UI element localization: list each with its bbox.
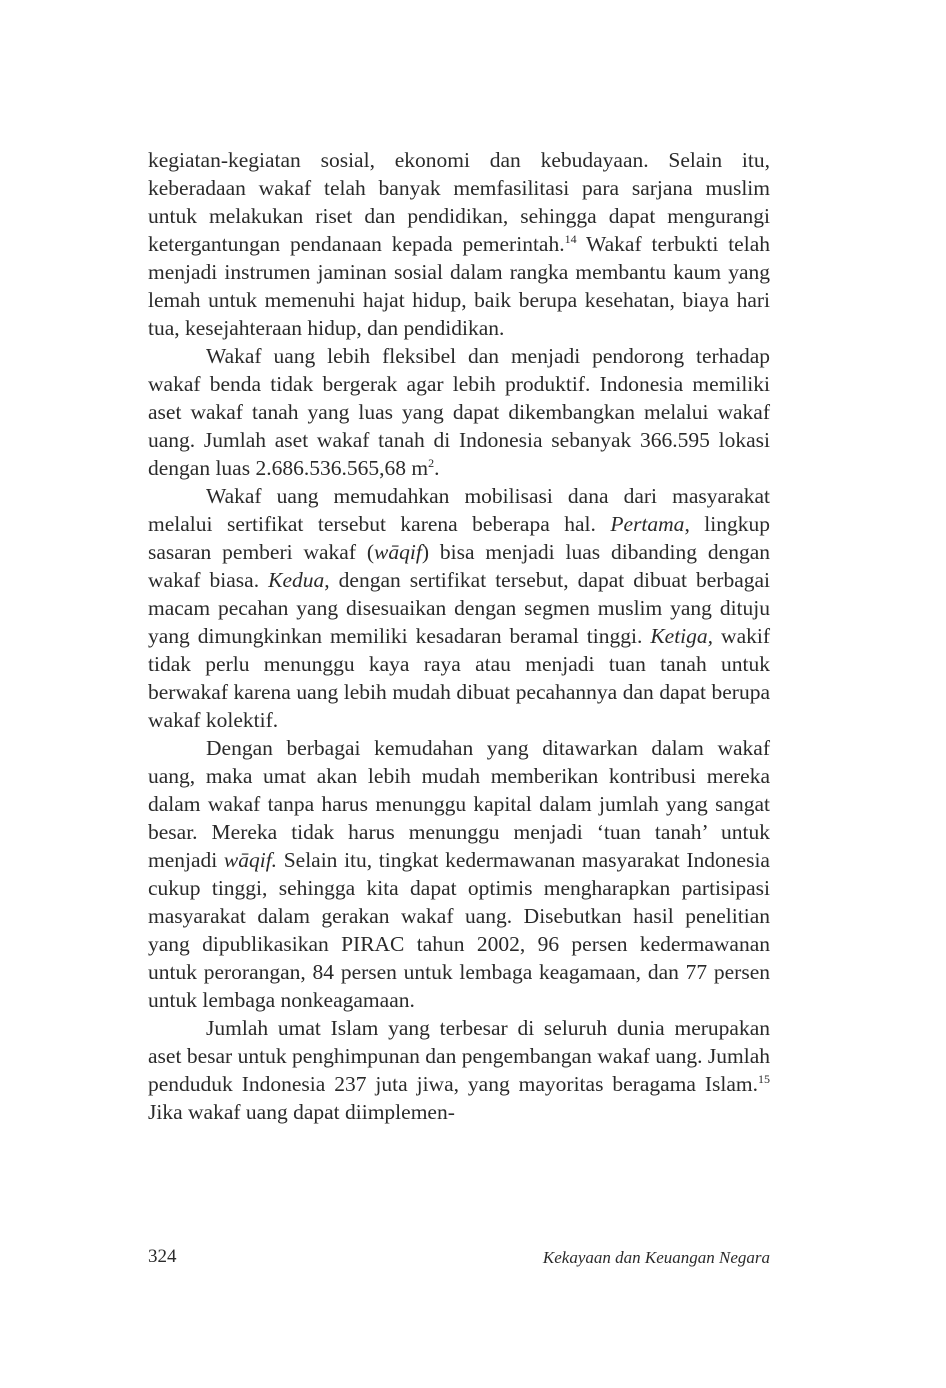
text-segment: Jumlah umat Islam yang terbesar di seluruh dunia merupakan aset besar untuk penghimpunan dan pengembangan wakaf uang. Jumlah penduduk Indonesia 237 juta jiwa, yang mayoritas beragama Islam.	[148, 1016, 770, 1096]
italic-term: Ketiga,	[650, 624, 714, 648]
text-segment: Wakaf uang lebih fleksibel dan menjadi pendorong terhadap wakaf benda tidak bergerak agar lebih produktif. Indonesia memiliki aset wakaf tanah yang luas yang dapat dikembangkan melalui wakaf uang. Jumlah aset wakaf tanah di Indonesia sebanyak 366.595 lokasi dengan luas 2.686.536.565,68 m	[148, 344, 770, 480]
text-segment: Selain itu, tingkat kedermawanan masyarakat Indonesia cukup tinggi, sehingga kita dapat optimis mengharapkan partisipasi masyarakat dalam gerakan wakaf uang. Disebutkan hasil penelitian yang dipublikasikan PIRAC tahun 2002, 96 persen kedermawanan untuk perorangan, 84 persen untuk lembaga keagamaan, dan 77 persen untuk lembaga nonkeagamaan.	[148, 848, 770, 1012]
paragraph-5	[148, 1014, 770, 1126]
italic-term: Kedua	[268, 568, 325, 592]
footnote-ref-15: 15	[758, 1071, 770, 1086]
italic-term: wāqif.	[223, 848, 278, 872]
footnote-ref-14: 14	[564, 231, 577, 246]
text-segment: .	[434, 456, 440, 480]
text-segment: Wakaf uang memudahkan mobilisasi dana dari masyarakat melalui sertifikat tersebut karena beberapa hal.	[148, 484, 770, 536]
text-segment: wakif tidak perlu menunggu kaya raya atau menjadi tuan tanah untuk berwakaf karena uang lebih mudah dibuat pecahannya dan dapat berupa wakaf kolektif.	[148, 624, 770, 732]
italic-term: wāqif	[374, 540, 422, 564]
paragraph-1	[148, 146, 770, 342]
text-segment: Wakaf terbukti telah menjadi instrumen jaminan sosial dalam rangka membantu kaum yang lemah untuk memenuhi hajat hidup, baik berupa kesehatan, biaya hari tua, kesejahteraan hidup, dan pendidikan.	[148, 232, 770, 340]
text-segment: ) bisa menjadi luas dibanding dengan wakaf biasa.	[148, 540, 770, 592]
body-text	[148, 146, 770, 1126]
running-title: Kekayaan dan Keuangan Negara	[542, 1248, 770, 1267]
text-segment: , lingkup sasaran pemberi wakaf (	[148, 512, 770, 564]
paragraph-2	[148, 342, 770, 482]
text-segment: kegiatan-kegiatan sosial, ekonomi dan kebudayaan. Selain itu, keberadaan wakaf telah banyak memfasilitasi para sarjana muslim untuk melakukan riset dan pendidikan, sehingga dapat mengurangi ketergantungan pendanaan kepada pemerintah.	[148, 148, 770, 256]
page-number: 324	[148, 1246, 177, 1267]
superscript-2: 2	[428, 455, 435, 470]
text-segment: Dengan berbagai kemudahan yang ditawarkan dalam wakaf uang, maka umat akan lebih mudah memberikan kontribusi mereka dalam wakaf tanpa harus menunggu kapital dalam jumlah yang sangat besar. Mereka tidak harus menunggu menjadi ‘tuan tanah’ untuk menjadi	[148, 736, 770, 872]
text-segment: , dengan sertifikat tersebut, dapat dibuat berbagai macam pecahan yang disesuaikan dengan segmen muslim yang dituju yang dimungkinkan memiliki kesadaran beramal tinggi.	[148, 568, 771, 648]
text-segment: Jika wakaf uang dapat diimplemen-	[148, 1100, 455, 1124]
paragraph-4	[148, 734, 770, 1014]
page-footer	[148, 1246, 770, 1274]
italic-term: Pertama	[610, 512, 685, 536]
paragraph-3	[148, 482, 770, 734]
